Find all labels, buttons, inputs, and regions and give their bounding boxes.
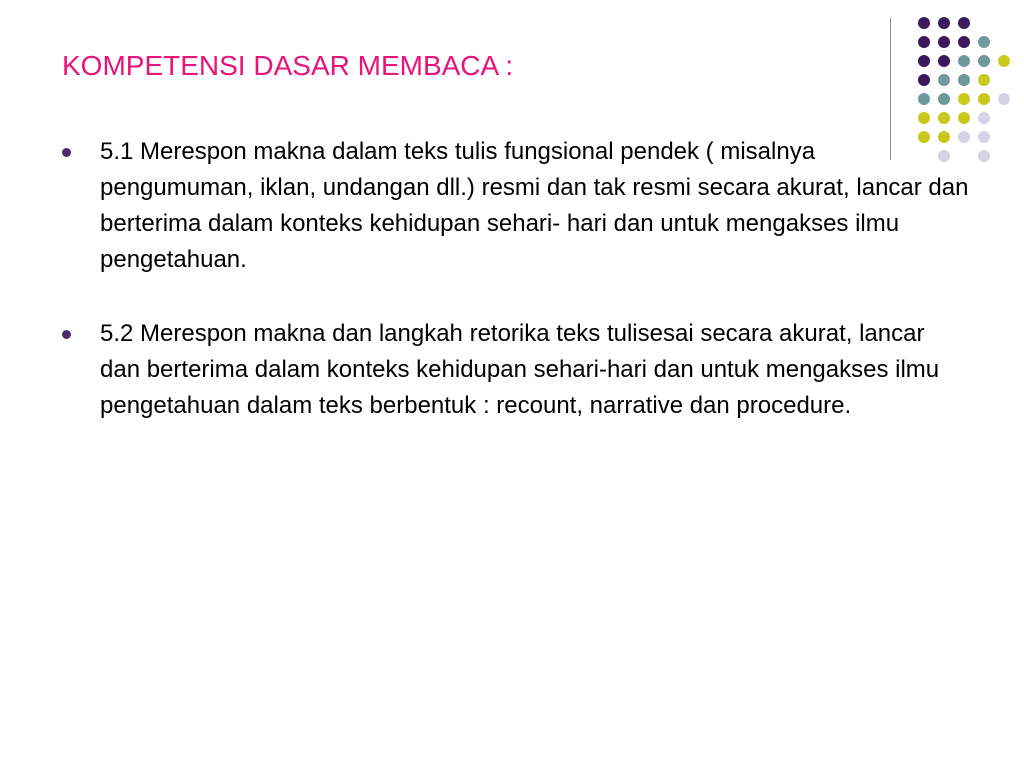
decorative-dot <box>938 17 950 29</box>
decorative-dot <box>978 55 990 67</box>
decorative-dot <box>938 112 950 124</box>
bullet-text: 5.2 Merespon makna dan langkah retorika teks tulisesai secara akurat, lancar dan berterima dalam konteks kehidupan sehari-hari dan untuk mengakses ilmu pengetahuan dalam teks berbentuk : recount, narrative dan procedure. <box>100 320 940 419</box>
decorative-dot <box>918 55 930 67</box>
decorative-dot <box>918 74 930 86</box>
decorative-dot <box>978 36 990 48</box>
decorative-dot <box>978 74 990 86</box>
decorative-dot <box>978 112 990 124</box>
decorative-dot <box>918 17 930 29</box>
decorative-dot <box>978 93 990 105</box>
decorative-dot <box>918 36 930 48</box>
decorative-dot <box>958 74 970 86</box>
decorative-dot <box>958 93 970 105</box>
bullet-item <box>62 134 970 278</box>
decorative-dot <box>918 112 930 124</box>
decorative-dot <box>938 36 950 48</box>
decorative-dot <box>938 74 950 86</box>
bullet-text: 5.1 Merespon makna dalam teks tulis fungsional pendek ( misalnya pengumuman, iklan, undangan dll.) resmi dan tak resmi secara akurat, lancar dan berterima dalam konteks kehidupan sehari- hari dan untuk mengakses ilmu pengetahuan. <box>100 138 969 273</box>
decorative-dot <box>998 55 1010 67</box>
bullet-dot-icon <box>62 148 71 157</box>
decorative-dot <box>958 55 970 67</box>
decorative-dot <box>938 55 950 67</box>
decorative-dot <box>958 17 970 29</box>
slide-title: KOMPETENSI DASAR MEMBACA : <box>62 50 514 81</box>
bullet-item <box>62 316 950 424</box>
decorative-dot <box>998 93 1010 105</box>
decorative-dot <box>938 93 950 105</box>
bullet-dot-icon <box>62 330 71 339</box>
decorative-dot <box>918 93 930 105</box>
bullet-list <box>62 134 969 462</box>
decorative-dot <box>978 150 990 162</box>
decorative-dot <box>978 131 990 143</box>
decorative-dot <box>958 36 970 48</box>
decorative-dot <box>958 112 970 124</box>
